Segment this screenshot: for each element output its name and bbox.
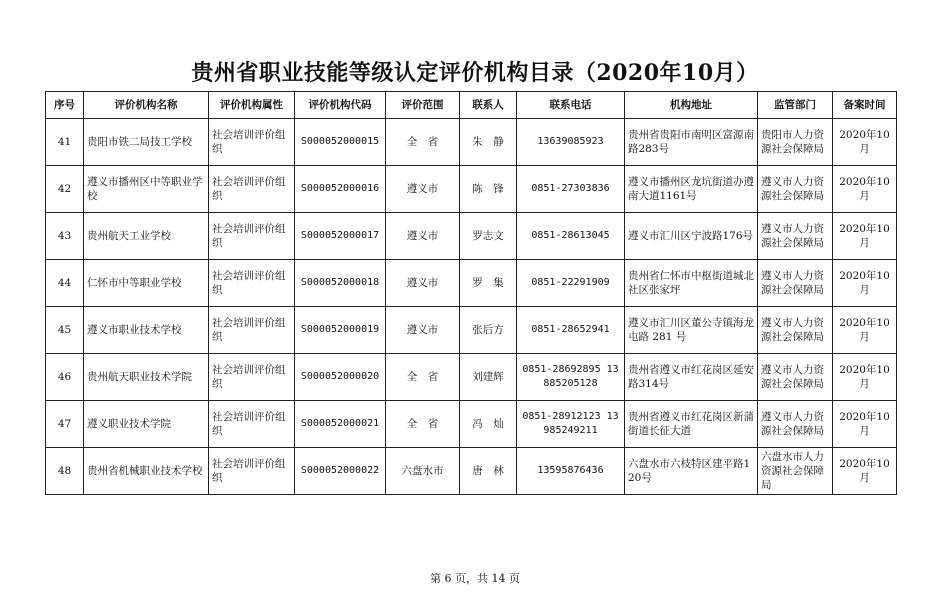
registry-table	[45, 91, 897, 495]
column-header-phone: 联系电话	[517, 92, 625, 119]
cell-supervisor: 遵义市人力资源社会保障局	[758, 307, 833, 354]
cell-scope: 遵义市	[386, 166, 460, 213]
cell-scope: 全 省	[386, 401, 460, 448]
cell-phone: 0851-28652941	[517, 307, 625, 354]
cell-org-code: S000052000020	[295, 354, 386, 401]
cell-org-code: S000052000015	[295, 119, 386, 166]
cell-seq: 44	[46, 260, 84, 307]
cell-org-code: S000052000022	[295, 448, 386, 495]
cell-org-code: S000052000019	[295, 307, 386, 354]
cell-contact: 朱 静	[460, 119, 517, 166]
cell-phone: 0851-28912123 13985249211	[517, 401, 625, 448]
table-body	[46, 119, 897, 495]
cell-scope: 全 省	[386, 119, 460, 166]
cell-org-type: 社会培训评价组织	[209, 307, 295, 354]
cell-contact: 罗 集	[460, 260, 517, 307]
cell-contact: 刘建辉	[460, 354, 517, 401]
column-header-seq: 序号	[46, 92, 84, 119]
cell-address: 贵州省贵阳市南明区富源南路283号	[625, 119, 758, 166]
cell-phone: 13639085923	[517, 119, 625, 166]
column-header-filing-date: 备案时间	[833, 92, 897, 119]
cell-org-type: 社会培训评价组织	[209, 213, 295, 260]
column-header-org-name: 评价机构名称	[84, 92, 209, 119]
cell-filing-date: 2020年10月	[833, 354, 897, 401]
cell-scope: 遵义市	[386, 260, 460, 307]
cell-address: 贵州省遵义市红花岗区延安路314号	[625, 354, 758, 401]
column-header-contact: 联系人	[460, 92, 517, 119]
cell-address: 贵州省仁怀市中枢街道城北社区张家坪	[625, 260, 758, 307]
cell-seq: 46	[46, 354, 84, 401]
cell-scope: 六盘水市	[386, 448, 460, 495]
cell-org-name: 贵州省机械职业技术学校	[84, 448, 209, 495]
cell-org-name: 贵州航天职业技术学院	[84, 354, 209, 401]
column-header-scope: 评价范围	[386, 92, 460, 119]
cell-phone: 0851-28692895 13885205128	[517, 354, 625, 401]
cell-phone: 0851-27303836	[517, 166, 625, 213]
table-row	[46, 354, 897, 401]
cell-supervisor: 贵阳市人力资源社会保障局	[758, 119, 833, 166]
cell-scope: 全 省	[386, 354, 460, 401]
table-row	[46, 307, 897, 354]
cell-supervisor: 六盘水市人力资源社会保障局	[758, 448, 833, 495]
cell-filing-date: 2020年10月	[833, 166, 897, 213]
table-row	[46, 260, 897, 307]
cell-org-name: 贵阳市铁二局技工学校	[84, 119, 209, 166]
cell-scope: 遵义市	[386, 307, 460, 354]
cell-scope: 遵义市	[386, 213, 460, 260]
cell-seq: 48	[46, 448, 84, 495]
cell-org-type: 社会培训评价组织	[209, 448, 295, 495]
cell-address: 贵州省遵义市红花岗区新蒲街道长征大道	[625, 401, 758, 448]
cell-org-name: 遵义市播州区中等职业学校	[84, 166, 209, 213]
column-header-address: 机构地址	[625, 92, 758, 119]
column-header-supervisor: 监管部门	[758, 92, 833, 119]
column-header-org-type: 评价机构属性	[209, 92, 295, 119]
cell-org-type: 社会培训评价组织	[209, 354, 295, 401]
cell-supervisor: 遵义市人力资源社会保障局	[758, 166, 833, 213]
table-row	[46, 119, 897, 166]
table-row	[46, 166, 897, 213]
cell-phone: 0851-22291909	[517, 260, 625, 307]
cell-org-code: S000052000021	[295, 401, 386, 448]
cell-seq: 43	[46, 213, 84, 260]
cell-org-code: S000052000017	[295, 213, 386, 260]
table-row	[46, 401, 897, 448]
cell-contact: 陈 锋	[460, 166, 517, 213]
table-row	[46, 448, 897, 495]
cell-filing-date: 2020年10月	[833, 119, 897, 166]
cell-seq: 41	[46, 119, 84, 166]
cell-org-code: S000052000016	[295, 166, 386, 213]
page-footer: 第 6 页，共 14 页	[430, 572, 520, 585]
cell-filing-date: 2020年10月	[833, 448, 897, 495]
cell-filing-date: 2020年10月	[833, 401, 897, 448]
cell-filing-date: 2020年10月	[833, 213, 897, 260]
table-row	[46, 213, 897, 260]
cell-contact: 冯 灿	[460, 401, 517, 448]
column-header-org-code: 评价机构代码	[295, 92, 386, 119]
cell-address: 遵义市汇川区宁波路176号	[625, 213, 758, 260]
cell-org-type: 社会培训评价组织	[209, 166, 295, 213]
cell-org-name: 贵州航天工业学校	[84, 213, 209, 260]
cell-org-type: 社会培训评价组织	[209, 260, 295, 307]
cell-seq: 47	[46, 401, 84, 448]
cell-filing-date: 2020年10月	[833, 260, 897, 307]
cell-org-code: S000052000018	[295, 260, 386, 307]
cell-org-type: 社会培训评价组织	[209, 401, 295, 448]
cell-address: 六盘水市六枝特区建平路120号	[625, 448, 758, 495]
cell-org-name: 遵义职业技术学院	[84, 401, 209, 448]
cell-supervisor: 遵义市人力资源社会保障局	[758, 213, 833, 260]
table-header-row	[46, 92, 897, 119]
cell-supervisor: 遵义市人力资源社会保障局	[758, 401, 833, 448]
cell-address: 遵义市播州区龙坑街道办遵南大道1161号	[625, 166, 758, 213]
cell-seq: 42	[46, 166, 84, 213]
cell-seq: 45	[46, 307, 84, 354]
cell-address: 遵义市汇川区董公寺镇海龙屯路 281 号	[625, 307, 758, 354]
cell-org-name: 仁怀市中等职业学校	[84, 260, 209, 307]
cell-supervisor: 遵义市人力资源社会保障局	[758, 354, 833, 401]
cell-phone: 13595876436	[517, 448, 625, 495]
cell-contact: 罗志文	[460, 213, 517, 260]
cell-phone: 0851-28613045	[517, 213, 625, 260]
document-title: 贵州省职业技能等级认定评价机构目录（2020年10月）	[191, 60, 759, 86]
cell-contact: 张后方	[460, 307, 517, 354]
cell-org-name: 遵义市职业技术学校	[84, 307, 209, 354]
cell-filing-date: 2020年10月	[833, 307, 897, 354]
cell-supervisor: 遵义市人力资源社会保障局	[758, 260, 833, 307]
cell-org-type: 社会培训评价组织	[209, 119, 295, 166]
cell-contact: 唐 林	[460, 448, 517, 495]
